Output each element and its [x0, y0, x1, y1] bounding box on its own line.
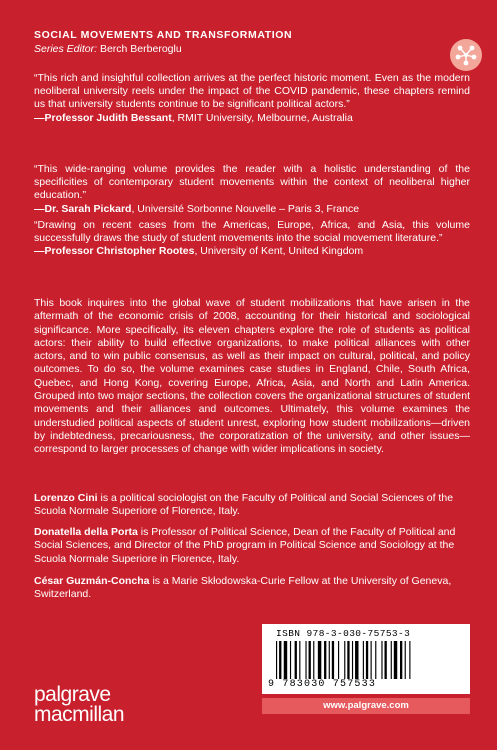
barcode-bar	[394, 641, 397, 679]
barcode-bar	[381, 641, 382, 679]
barcode-bar	[355, 641, 358, 679]
barcode-bar	[324, 641, 326, 679]
barcode-bar	[305, 641, 306, 679]
bio-text: is a Marie Skłodowska-Curie Fellow at the University of Geneva, Switzerland.	[34, 575, 452, 601]
quote-affiliation: , RMIT University, Melbourne, Australia	[171, 111, 353, 124]
quote-1	[34, 72, 470, 125]
barcode-bar	[347, 641, 349, 679]
series-editor-label: Series Editor:	[34, 43, 98, 55]
quote-author: —Professor Christopher Rootes	[34, 245, 195, 258]
bio-2	[34, 526, 470, 566]
series-title: SOCIAL MOVEMENTS AND TRANSFORMATION	[34, 29, 293, 41]
quote-author: —Dr. Sarah Pickard	[34, 202, 132, 215]
barcode-bar	[299, 641, 300, 679]
bio-name: César Guzmán-Concha	[34, 575, 150, 587]
quote-affiliation: , Université Sorbonne Nouvelle – Paris 3, France	[131, 202, 360, 215]
barcode-bar	[391, 641, 392, 679]
bio-name: Donatella della Porta	[34, 526, 138, 538]
publisher-logo-line2: macmillan	[34, 703, 125, 726]
bio-1	[34, 492, 470, 519]
barcode-bar	[309, 641, 311, 679]
bio-name: Lorenzo Cini	[34, 492, 98, 504]
barcode-bar	[409, 641, 410, 679]
barcode-bar	[375, 641, 376, 679]
barcode-bar	[329, 641, 330, 679]
barcode-bar	[352, 641, 353, 679]
quote-attribution	[34, 112, 470, 125]
quote-attribution	[34, 203, 470, 216]
isbn-label: ISBN 978-3-030-75753-3	[276, 628, 411, 639]
barcode-bar	[318, 641, 321, 679]
bio-3	[34, 575, 470, 602]
quote-affiliation: , University of Kent, United Kingdom	[194, 245, 364, 258]
barcode-bar	[371, 641, 372, 679]
barcode-bar	[295, 641, 297, 679]
barcode-bar	[279, 641, 281, 679]
barcode-bar	[313, 641, 314, 679]
publisher-website[interactable]: www.palgrave.com	[262, 698, 470, 714]
quote-3	[34, 219, 470, 259]
quote-2	[34, 163, 470, 216]
barcode-digits: 9 783030 757533	[268, 679, 377, 690]
quote-text: “This rich and insightful collection arrives at the perfect historic moment. Even as the modern neoliberal university reels under the impact of the COVID pandemic, these chapters remind us that university students continue to be significant political actors.”	[34, 72, 470, 111]
bio-text: is Professor of Political Science, Dean of the Faculty of Political and Social Sciences, and Director of the PhD program in Political Science and Sociology at the Scuola Normale Superiore in Florence, Italy.	[34, 526, 456, 565]
bio-text: is a political sociologist on the Faculty of Political and Social Sciences of the Scuola Normale Superiore of Florence, Italy.	[34, 492, 454, 518]
barcode-bar	[363, 641, 364, 679]
barcode-bar	[290, 641, 291, 679]
barcode-bar	[385, 641, 387, 679]
barcode-bar	[276, 641, 277, 679]
quote-text: “Drawing on recent cases from the Americas, Europe, Africa, and Asia, this volume successfully draws the study of student movements into the social movement literature.”	[34, 219, 470, 245]
series-editor	[34, 43, 182, 55]
quote-attribution	[34, 245, 470, 258]
quote-author: —Professor Judith Bessant	[34, 111, 172, 124]
series-logo-icon	[450, 39, 482, 71]
barcode-bar	[405, 641, 406, 679]
barcode-bar	[338, 641, 339, 679]
barcode-bar	[400, 641, 402, 679]
barcode-bar	[332, 641, 334, 679]
barcode-bar	[284, 641, 287, 679]
barcode-bar	[366, 641, 368, 679]
barcode-bars	[276, 641, 456, 679]
barcode-bar	[344, 641, 345, 679]
quote-text: “This wide-ranging volume provides the reader with a holistic understanding of the specificities of contemporary student movements within the context of neoliberal higher education.”	[34, 163, 470, 202]
publisher-logo-line1: palgrave	[34, 683, 111, 706]
barcode	[262, 624, 470, 694]
book-description: This book inquires into the global wave of student mobilizations that have arisen in the aftermath of the economic crisis of 2008, accounting for their historical and sociological significance. More specifically, its eleven chapters explore the role of students as political actors: their ability to build effective organizations, to make political alliances with other actors, and to win public consensus, as well as their impact on cultural, political, and policy outcomes. To do so, the volume examines case studies in England, Chile, South Africa, Quebec, and Hong Kong, covering Europe, Africa, Asia, and North and Latin America. Grouped into two major sections, the collection covers the organizational structures of student movements and their alliances and outcomes. Ultimately, this volume examines the understudied political aspects of student unrest, exploring how student mobilizations—driven by indebtedness, precariousness, the corporatization of the university, and other issues—correspond to larger processes of change with wider implications in society.	[34, 297, 470, 456]
series-editor-name: Berch Berberoglu	[99, 43, 182, 55]
